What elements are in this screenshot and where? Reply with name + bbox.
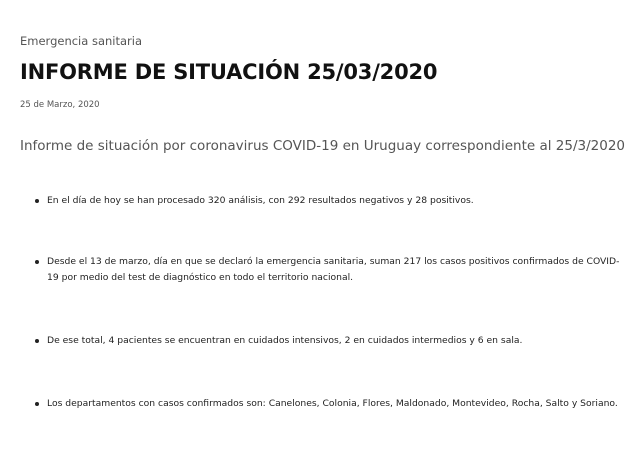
bullet-icon	[35, 339, 39, 343]
page-title: INFORME DE SITUACIÓN 25/03/2020	[20, 60, 438, 84]
list-item-text: En el día de hoy se han procesado 320 análisis, con 292 resultados negativos y 28 positivos.	[47, 195, 474, 206]
list-item	[20, 396, 630, 412]
publish-date: 25 de Marzo, 2020	[20, 100, 100, 110]
list-item-text: Los departamentos con casos confirmados son: Canelones, Colonia, Flores, Maldonado, Montevideo, Rocha, Salto y Soriano.	[47, 398, 618, 409]
bullet-icon	[35, 199, 39, 203]
category-link[interactable]: Emergencia sanitaria	[20, 34, 143, 48]
list-item	[20, 193, 630, 209]
bullet-icon	[35, 402, 39, 406]
list-item	[20, 254, 630, 286]
lead-paragraph: Informe de situación por coronavirus COVID-19 en Uruguay correspondiente al 25/3/2020	[20, 138, 625, 154]
list-item-text: De ese total, 4 pacientes se encuentran en cuidados intensivos, 2 en cuidados intermedios y 6 en sala.	[47, 335, 523, 346]
list-item-text: Desde el 13 de marzo, día en que se declaró la emergencia sanitaria, suman 217 los casos positivos confirmados de COVID-19 por medio del test de diagnóstico en todo el territorio nacional.	[47, 256, 620, 283]
list-item	[20, 333, 630, 349]
bullet-icon	[35, 260, 39, 264]
